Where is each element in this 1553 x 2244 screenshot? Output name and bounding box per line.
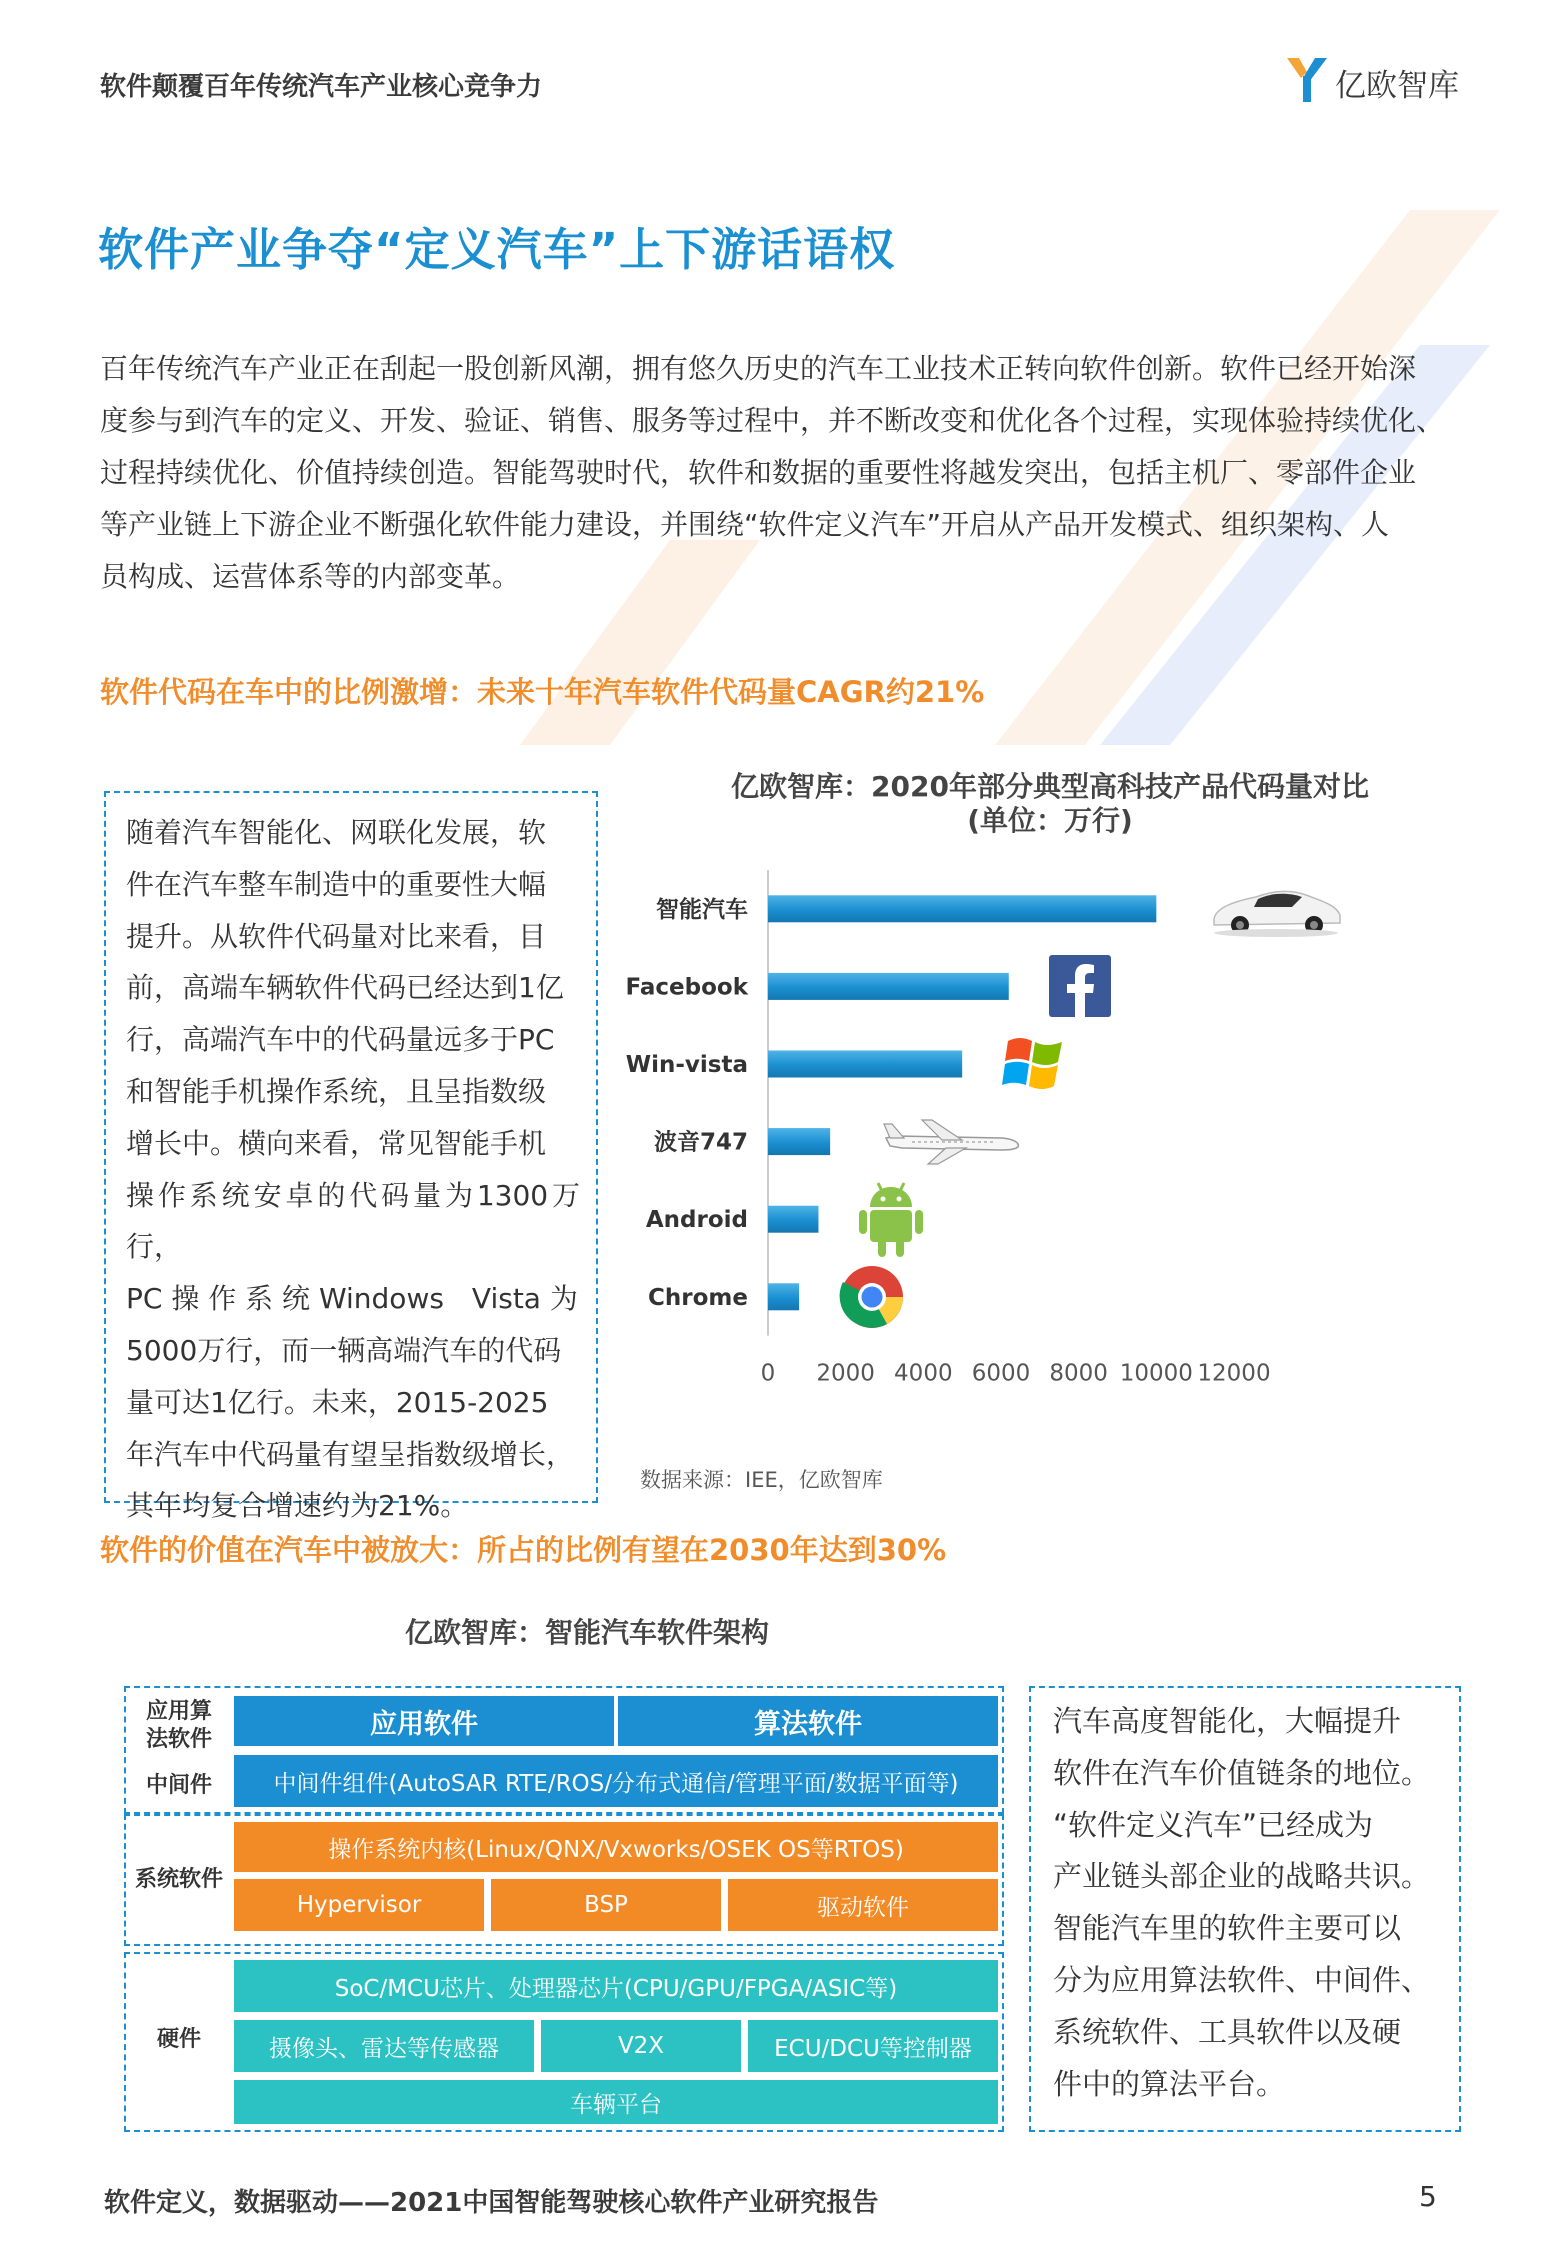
x-tick-label: 8000	[1049, 1360, 1108, 1387]
chart-title	[660, 770, 1440, 838]
x-tick-label: 6000	[971, 1360, 1031, 1387]
category-label: Android	[645, 1207, 748, 1234]
paragraph-line: 度参与到汽车的定义、开发、验证、销售、服务等过程中，并不断改变和优化各个过程，实现体验持续优化、	[100, 404, 1445, 437]
subheading-value-share: 软件的价值在汽车中被放大：所占的比例有望在2030年达到30%	[100, 1533, 947, 1567]
text-line: 件在汽车整车制造中的重要性大幅	[126, 867, 547, 901]
code-growth-textbox	[104, 791, 598, 1523]
x-tick-label: 2000	[816, 1360, 875, 1387]
car-icon	[1206, 879, 1346, 939]
x-tick-label: 12000	[1197, 1360, 1271, 1387]
x-tick-label: 4000	[894, 1360, 953, 1387]
text-line: 和智能手机操作系统，且呈指数级	[126, 1074, 547, 1108]
text-line: 汽车高度智能化，大幅提升	[1053, 1704, 1402, 1738]
v2x-block: V2X	[541, 2020, 741, 2072]
group-label-hardware: 硬件	[156, 2027, 201, 2052]
text-line: 前，高端车辆软件代码已经达到1亿	[126, 971, 564, 1005]
text-line: PC 操 作 系 统 Windows Vista 为	[126, 1282, 578, 1316]
airplane-icon	[882, 1116, 1022, 1168]
chart-title-text: 亿欧智库：2020年部分典型高科技产品代码量对比	[731, 770, 1369, 803]
paragraph-line: 过程持续优化、价值持续创造。智能驾驶时代，软件和数据的重要性将越发突出，包括主机厂、零部件企业	[100, 456, 1417, 489]
architecture-textbox	[1029, 1686, 1461, 2132]
text-line: 行，高端汽车中的代码量远多于PC	[126, 1023, 555, 1057]
algorithm-software-block: 算法软件	[618, 1696, 998, 1746]
ecu-controller-block: ECU/DCU等控制器	[748, 2020, 998, 2072]
bsp-block: BSP	[491, 1879, 721, 1931]
subheading-code-growth: 软件代码在车中的比例激增：未来十年汽车软件代码量CAGR约21%	[100, 675, 985, 709]
architecture-title: 亿欧智库：智能汽车软件架构	[405, 1616, 770, 1649]
chart-source: 数据来源：IEE，亿欧智库	[640, 1468, 883, 1492]
text-line: 产业链头部企业的战略共识。	[1053, 1859, 1431, 1894]
logo-mark-icon	[1285, 54, 1329, 104]
soc-chip-block: SoC/MCU芯片、处理器芯片(CPU/GPU/FPGA/ASIC等)	[234, 1960, 998, 2012]
category-label: Chrome	[648, 1284, 748, 1311]
text-line: 量可达1亿行。未来，2015-2025	[126, 1385, 549, 1419]
page-title: 软件产业争夺“定义汽车”上下游话语权	[98, 223, 896, 276]
paragraph-line: 百年传统汽车产业正在刮起一股创新风潮，拥有悠久历史的汽车工业技术正转向软件创新。软件已经开始深	[100, 352, 1417, 385]
text-line: 系统软件、工具软件以及硬	[1053, 2014, 1402, 2049]
footer-title: 软件定义，数据驱动——2021中国智能驾驶核心软件产业研究报告	[104, 2188, 879, 2218]
page-number: 5	[1419, 2180, 1437, 2213]
brand-logo	[1285, 54, 1465, 104]
x-tick-label: 0	[760, 1360, 776, 1387]
text-line: 5000万行，而一辆高端汽车的代码	[126, 1333, 562, 1367]
text-line: 年汽车中代码量有望呈指数级增长，	[126, 1437, 575, 1471]
facebook-icon	[1049, 955, 1111, 1017]
text-line: 其年均复合增速约为21%。	[126, 1489, 469, 1523]
text-line: “软件定义汽车”已经成为	[1053, 1807, 1374, 1842]
category-label: Win-vista	[625, 1052, 748, 1078]
paragraph-line: 等产业链上下游企业不断强化软件能力建设，并围绕“软件定义汽车”开启从产品开发模式、组织架构、人	[100, 508, 1390, 541]
text-line: 提升。从软件代码量对比来看，目	[126, 919, 547, 953]
paragraph-line: 员构成、运营体系等的内部变革。	[100, 560, 521, 593]
windows-icon	[1002, 1033, 1068, 1095]
android-icon	[858, 1179, 924, 1259]
driver-software-block: 驱动软件	[728, 1879, 998, 1931]
text-line: 分为应用算法软件、中间件、	[1053, 1962, 1431, 1997]
group-label-middleware: 中间件	[145, 1773, 212, 1798]
group-label-app: 应用算 法软件	[145, 1699, 212, 1752]
category-label: Facebook	[625, 974, 748, 1001]
os-kernel-block: 操作系统内核(Linux/QNX/Vxworks/OSEK OS等RTOS)	[234, 1822, 998, 1872]
text-line: 智能汽车里的软件主要可以	[1053, 1911, 1402, 1946]
software-architecture-diagram	[120, 1686, 1008, 2132]
category-label: 波音747	[653, 1129, 748, 1156]
category-label: 智能汽车	[656, 896, 748, 923]
text-line: 软件在汽车价值链条的地位。	[1053, 1755, 1431, 1790]
intro-paragraph	[100, 343, 1480, 603]
chrome-icon	[839, 1264, 905, 1330]
middleware-block: 中间件组件(AutoSAR RTE/ROS/分布式通信/管理平面/数据平面等)	[234, 1755, 998, 1807]
sensors-block: 摄像头、雷达等传感器	[234, 2020, 534, 2072]
group-label-system: 系统软件	[134, 1867, 223, 1892]
text-line: 件中的算法平台。	[1053, 2066, 1286, 2101]
text-line: 随着汽车智能化、网联化发展，软	[126, 816, 547, 849]
chart-icon-layer	[600, 860, 1400, 1390]
header-title: 软件颠覆百年传统汽车产业核心竞争力	[100, 72, 543, 102]
vehicle-platform-block: 车辆平台	[234, 2080, 998, 2124]
hypervisor-block: Hypervisor	[234, 1879, 484, 1931]
app-software-block: 应用软件	[234, 1696, 614, 1746]
text-line: 增长中。横向来看，常见智能手机	[126, 1126, 547, 1160]
chart-subtitle-text: (单位：万行)	[967, 804, 1133, 837]
x-tick-label: 10000	[1119, 1360, 1193, 1387]
logo-text: 亿欧智库	[1335, 68, 1459, 104]
text-line: 操作系统安卓的代码量为1300万行，	[126, 1178, 580, 1264]
